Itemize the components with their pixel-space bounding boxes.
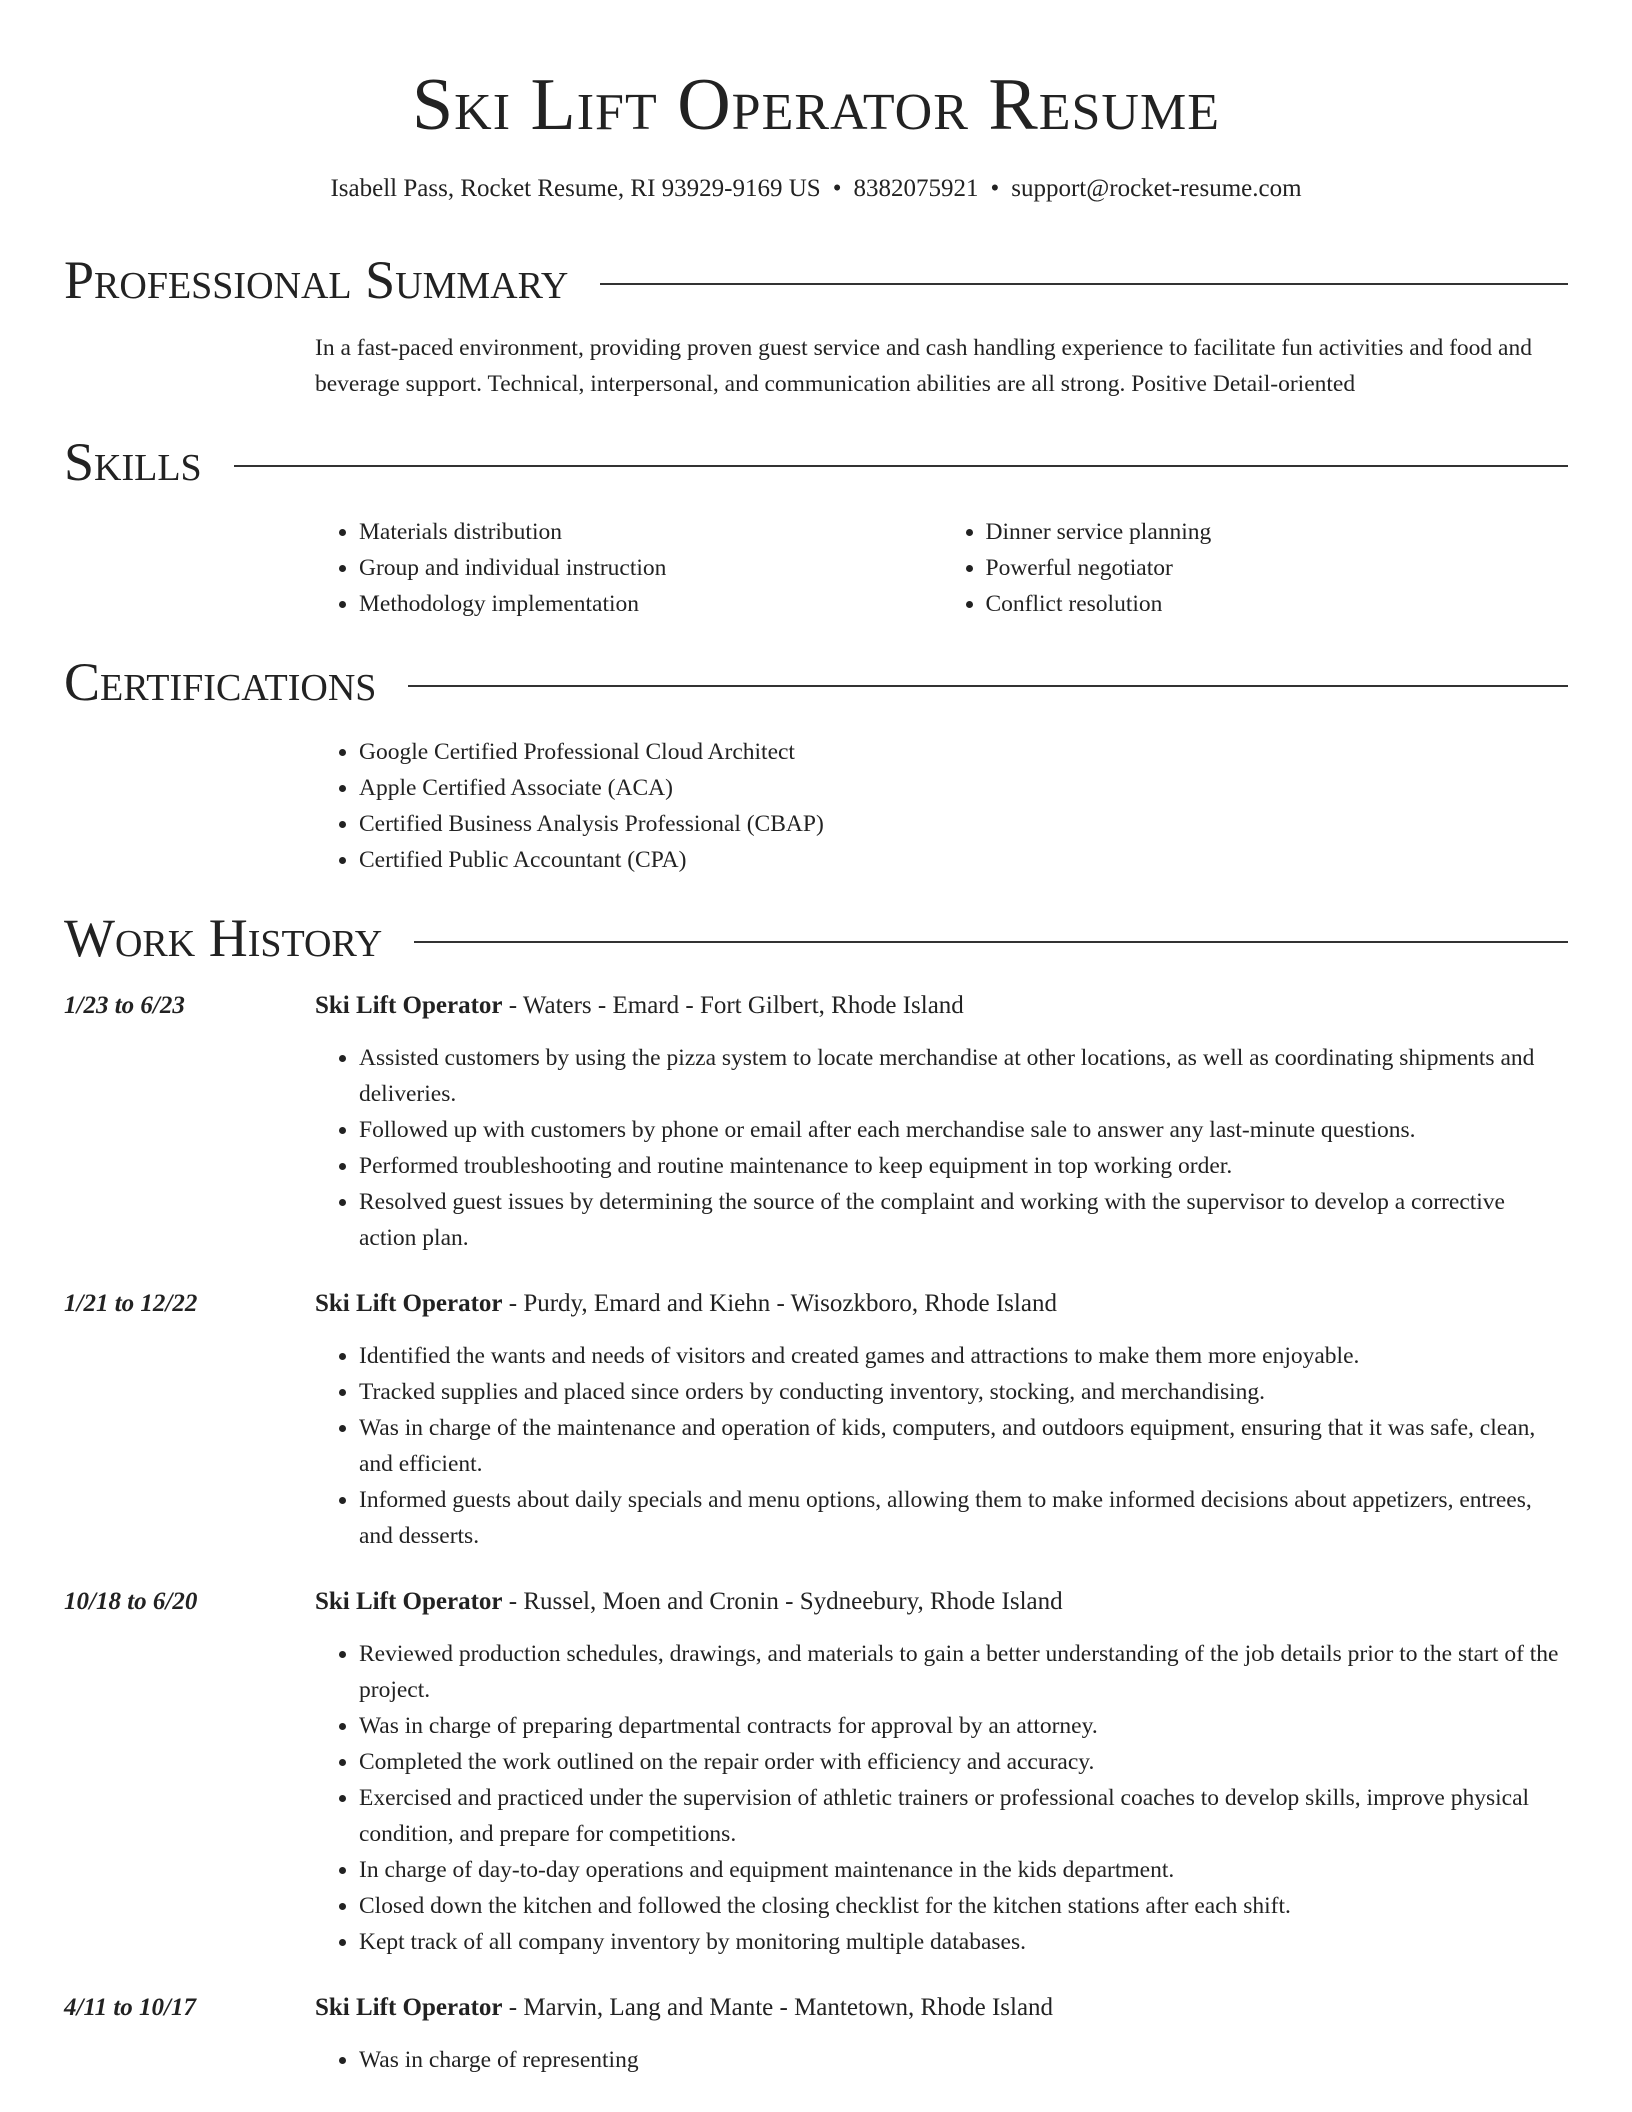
skills-list-left [315, 514, 942, 622]
job-bullet: • Closed down the kitchen and followed the closing checklist for the kitchen stations after each shift. [359, 1888, 1568, 1924]
job-bullet: • Was in charge of the maintenance and operation of kids, computers, and outdoors equipment, ensuring that it was safe, clean, and efficient. [359, 1410, 1568, 1482]
job-employer: - Purdy, Emard and Kiehn - Wisozkboro, Rhode Island [502, 1290, 1057, 1317]
job-bullets [315, 1338, 1568, 1554]
job-employer: - Russel, Moen and Cronin - Sydneebury, Rhode Island [502, 1588, 1063, 1615]
certification-item: • Apple Certified Associate (ACA) [359, 770, 1568, 806]
job-title: Ski Lift Operator [315, 1994, 503, 2021]
certification-item: • Certified Public Accountant (CPA) [359, 842, 1568, 878]
job-employer: - Marvin, Lang and Mante - Mantetown, Rhode Island [502, 1994, 1054, 2021]
work-history-header [64, 908, 1568, 968]
contact-email: support@rocket-resume.com [1011, 175, 1302, 202]
job-entry [64, 988, 1568, 1256]
skill-item: • Group and individual instruction [359, 550, 942, 586]
section-divider [408, 685, 1568, 687]
contact-line [64, 172, 1568, 206]
job-content [315, 1286, 1568, 1554]
skill-item: • Powerful negotiator [986, 550, 1569, 586]
skills-section [64, 432, 1568, 622]
job-bullets [315, 2042, 1568, 2078]
job-bullet: • Was in charge of representing [359, 2042, 1568, 2078]
job-bullet: • Tracked supplies and placed since orders by conducting inventory, stocking, and merchandising. [359, 1374, 1568, 1410]
job-bullet: • Identified the wants and needs of visitors and created games and attractions to make them more enjoyable. [359, 1338, 1568, 1374]
job-title-line [315, 1990, 1568, 2026]
certifications-title: Certifications [64, 652, 377, 712]
certifications-list [315, 734, 1568, 878]
job-bullet: • Performed troubleshooting and routine maintenance to keep equipment in top working order. [359, 1148, 1568, 1184]
certification-item: • Google Certified Professional Cloud Architect [359, 734, 1568, 770]
job-bullet: • Followed up with customers by phone or email after each merchandise sale to answer any last-minute questions. [359, 1112, 1568, 1148]
job-bullet: • Kept track of all company inventory by monitoring multiple databases. [359, 1924, 1568, 1960]
resume-title: Ski Lift Operator Resume [412, 64, 1220, 146]
summary-text: In a fast-paced environment, providing proven guest service and cash handling experience to facilitate fun activities and food and beverage support. Technical, interpersonal, and communication abilities are all strong. Positive Detail-oriented [315, 335, 1532, 397]
certifications-header [64, 652, 1568, 712]
section-divider [414, 941, 1568, 943]
job-employer: - Waters - Emard - Fort Gilbert, Rhode Island [502, 992, 964, 1019]
job-bullet: • Informed guests about daily specials and menu options, allowing them to make informed decisions about appetizers, entrees, and desserts. [359, 1482, 1568, 1554]
job-content [315, 988, 1568, 1256]
job-bullets [315, 1040, 1568, 1256]
work-history-title: Work History [64, 908, 383, 968]
job-dates: 4/11 to 10/17 [64, 1994, 196, 2021]
work-history-section [64, 908, 1568, 2078]
job-title-line [315, 988, 1568, 1024]
job-bullets [315, 1636, 1568, 1960]
job-dates: 1/23 to 6/23 [64, 992, 185, 1019]
contact-phone: 8382075921 [853, 175, 979, 202]
contact-separator: • [990, 175, 1000, 202]
skills-title: Skills [64, 432, 202, 492]
contact-address: Isabell Pass, Rocket Resume, RI 93929-9169 US [330, 175, 821, 202]
job-content [315, 1584, 1568, 1960]
job-bullet: • In charge of day-to-day operations and equipment maintenance in the kids department. [359, 1852, 1568, 1888]
skills-list-right [942, 514, 1569, 622]
summary-section [64, 250, 1568, 402]
job-title-line [315, 1286, 1568, 1322]
job-content [315, 1990, 1568, 2078]
skill-item: • Dinner service planning [986, 514, 1569, 550]
skills-header [64, 432, 1568, 492]
job-title-line [315, 1584, 1568, 1620]
job-bullet: • Exercised and practiced under the supervision of athletic trainers or professional coaches to develop skills, improve physical condition, and prepare for competitions. [359, 1780, 1568, 1852]
skills-columns [315, 514, 1568, 622]
section-divider [234, 465, 1568, 467]
skill-item: • Materials distribution [359, 514, 942, 550]
job-dates: 10/18 to 6/20 [64, 1588, 198, 1615]
job-entry [64, 1584, 1568, 1960]
job-bullet: • Completed the work outlined on the repair order with efficiency and accuracy. [359, 1744, 1568, 1780]
summary-title: Professional Summary [64, 250, 569, 310]
certification-item: • Certified Business Analysis Professional (CBAP) [359, 806, 1568, 842]
job-entry [64, 1990, 1568, 2078]
job-dates: 1/21 to 12/22 [64, 1290, 198, 1317]
job-title: Ski Lift Operator [315, 1588, 503, 1615]
job-title: Ski Lift Operator [315, 992, 503, 1019]
job-bullet: • Assisted customers by using the pizza system to locate merchandise at other locations, as well as coordinating shipments and deliveries. [359, 1040, 1568, 1112]
job-entry [64, 1286, 1568, 1554]
contact-separator: • [832, 175, 842, 202]
job-title: Ski Lift Operator [315, 1290, 503, 1317]
job-bullet: • Reviewed production schedules, drawings, and materials to gain a better understanding of the job details prior to the start of the project. [359, 1636, 1568, 1708]
job-bullet: • Resolved guest issues by determining the source of the complaint and working with the supervisor to develop a corrective action plan. [359, 1184, 1568, 1256]
section-divider [600, 283, 1568, 285]
certifications-section [64, 652, 1568, 878]
summary-header [64, 250, 1568, 310]
skill-item: • Methodology implementation [359, 586, 942, 622]
skill-item: • Conflict resolution [986, 586, 1569, 622]
job-bullet: • Was in charge of preparing departmental contracts for approval by an attorney. [359, 1708, 1568, 1744]
